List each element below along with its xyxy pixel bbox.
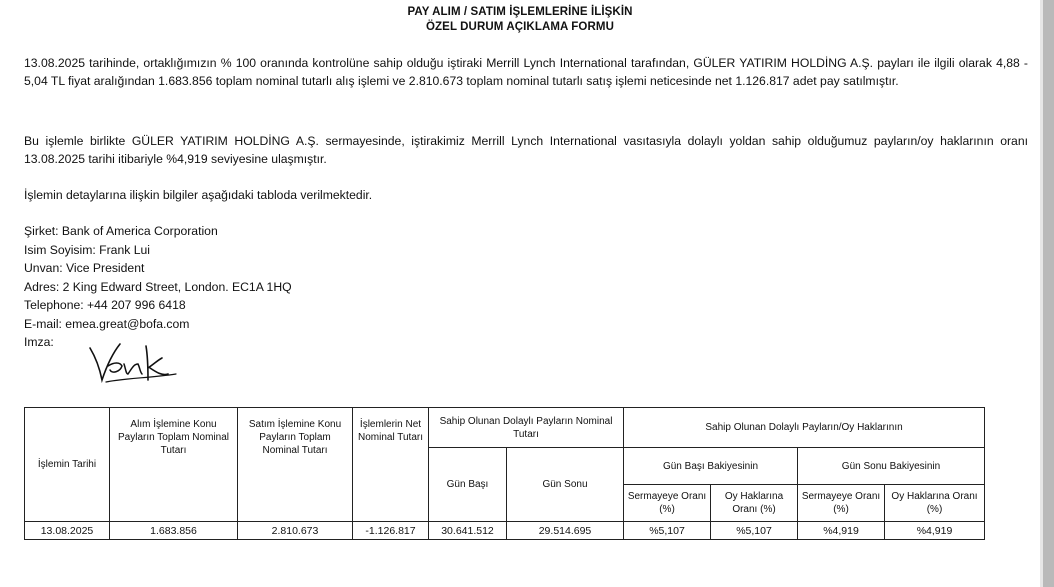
contact-address: Adres: 2 King Edward Street, London. EC1A 1HQ [24,279,292,294]
cell-end-day: 29.514.695 [507,522,624,540]
form-title-line2: ÖZEL DURUM AÇIKLAMA FORMU [426,21,614,33]
header-date: İşlemin Tarihi [25,408,110,522]
header-end-capital-ratio: Sermayeye Oranı (%) [798,485,885,522]
paragraph-details-intro: İşlemin detaylarına ilişkin bilgiler aşağıdaki tabloda verilmektedir. [24,188,373,202]
cell-sell: 2.810.673 [238,522,353,540]
paragraph-transaction: 13.08.2025 tarihinde, ortaklığımızın % 100 oranında kontrolüne sahip olduğu iştiraki Merrill Lynch International tarafından, GÜLER YATIRIM HOLDİNG A.Ş. payları ile ilgili olarak 4,88 - 5,04 TL fiyat aralığından 1.683.856 toplam nominal tutarlı alış işlemi ve 2.810.673 toplam nominal tutarlı satış işlemi neticesinde net 1.126.817 adet pay satılmıştır. [24,56,1028,88]
header-start-day: Gün Başı [429,448,507,522]
cell-end-capital: %4,919 [798,522,885,540]
contact-name: Isim Soyisim: Frank Lui [24,242,150,257]
table-row [25,522,985,540]
header-held-ratio: Sahip Olunan Dolaylı Payların/Oy Haklarının [624,408,985,448]
header-sell-nominal: Satım İşlemine Konu Payların Toplam Nominal Tutarı [238,408,353,522]
header-end-vote-ratio: Oy Haklarına Oranı (%) [885,485,985,522]
header-end-balance: Gün Sonu Bakiyesinin [798,448,985,485]
contact-block [24,222,292,352]
contact-title: Unvan: Vice President [24,261,145,275]
cell-net: -1.126.817 [353,522,429,540]
cell-start-capital: %5,107 [624,522,711,540]
page-edge [1040,0,1054,587]
cell-end-vote: %4,919 [885,522,985,540]
handwritten-signature [86,340,182,386]
header-start-vote-ratio: Oy Haklarına Oranı (%) [711,485,798,522]
header-start-balance: Gün Başı Bakiyesinin [624,448,798,485]
cell-start-day: 30.641.512 [429,522,507,540]
contact-phone: Telephone: +44 207 996 6418 [24,298,186,312]
transaction-table [24,407,985,540]
header-net-nominal: İşlemlerin Net Nominal Tutarı [353,408,429,522]
contact-email: E-mail: emea.great@bofa.com [24,316,190,331]
header-start-capital-ratio: Sermayeye Oranı (%) [624,485,711,522]
cell-buy: 1.683.856 [110,522,238,540]
cell-date: 13.08.2025 [25,522,110,540]
contact-company: Şirket: Bank of America Corporation [24,224,218,238]
header-held-nominal: Sahip Olunan Dolaylı Payların Nominal Tutarı [429,408,624,448]
cell-start-vote: %5,107 [711,522,798,540]
signature-label: Imza: [24,335,54,349]
header-end-day: Gün Sonu [507,448,624,522]
paragraph-holding-ratio: Bu işlemle birlikte GÜLER YATIRIM HOLDİNG A.Ş. sermayesinde, iştirakimiz Merrill Lynch International vasıtasıyla dolaylı yoldan sahip olduğumuz payların/oy haklarının oranı 13.08.2025 tarihi itibariyle %4,919 seviyesine ulaşmıştır. [24,134,1028,166]
form-title-line1: PAY ALIM / SATIM İŞLEMLERİNE İLİŞKİN [407,6,633,18]
header-buy-nominal: Alım İşlemine Konu Payların Toplam Nominal Tutarı [110,408,238,522]
